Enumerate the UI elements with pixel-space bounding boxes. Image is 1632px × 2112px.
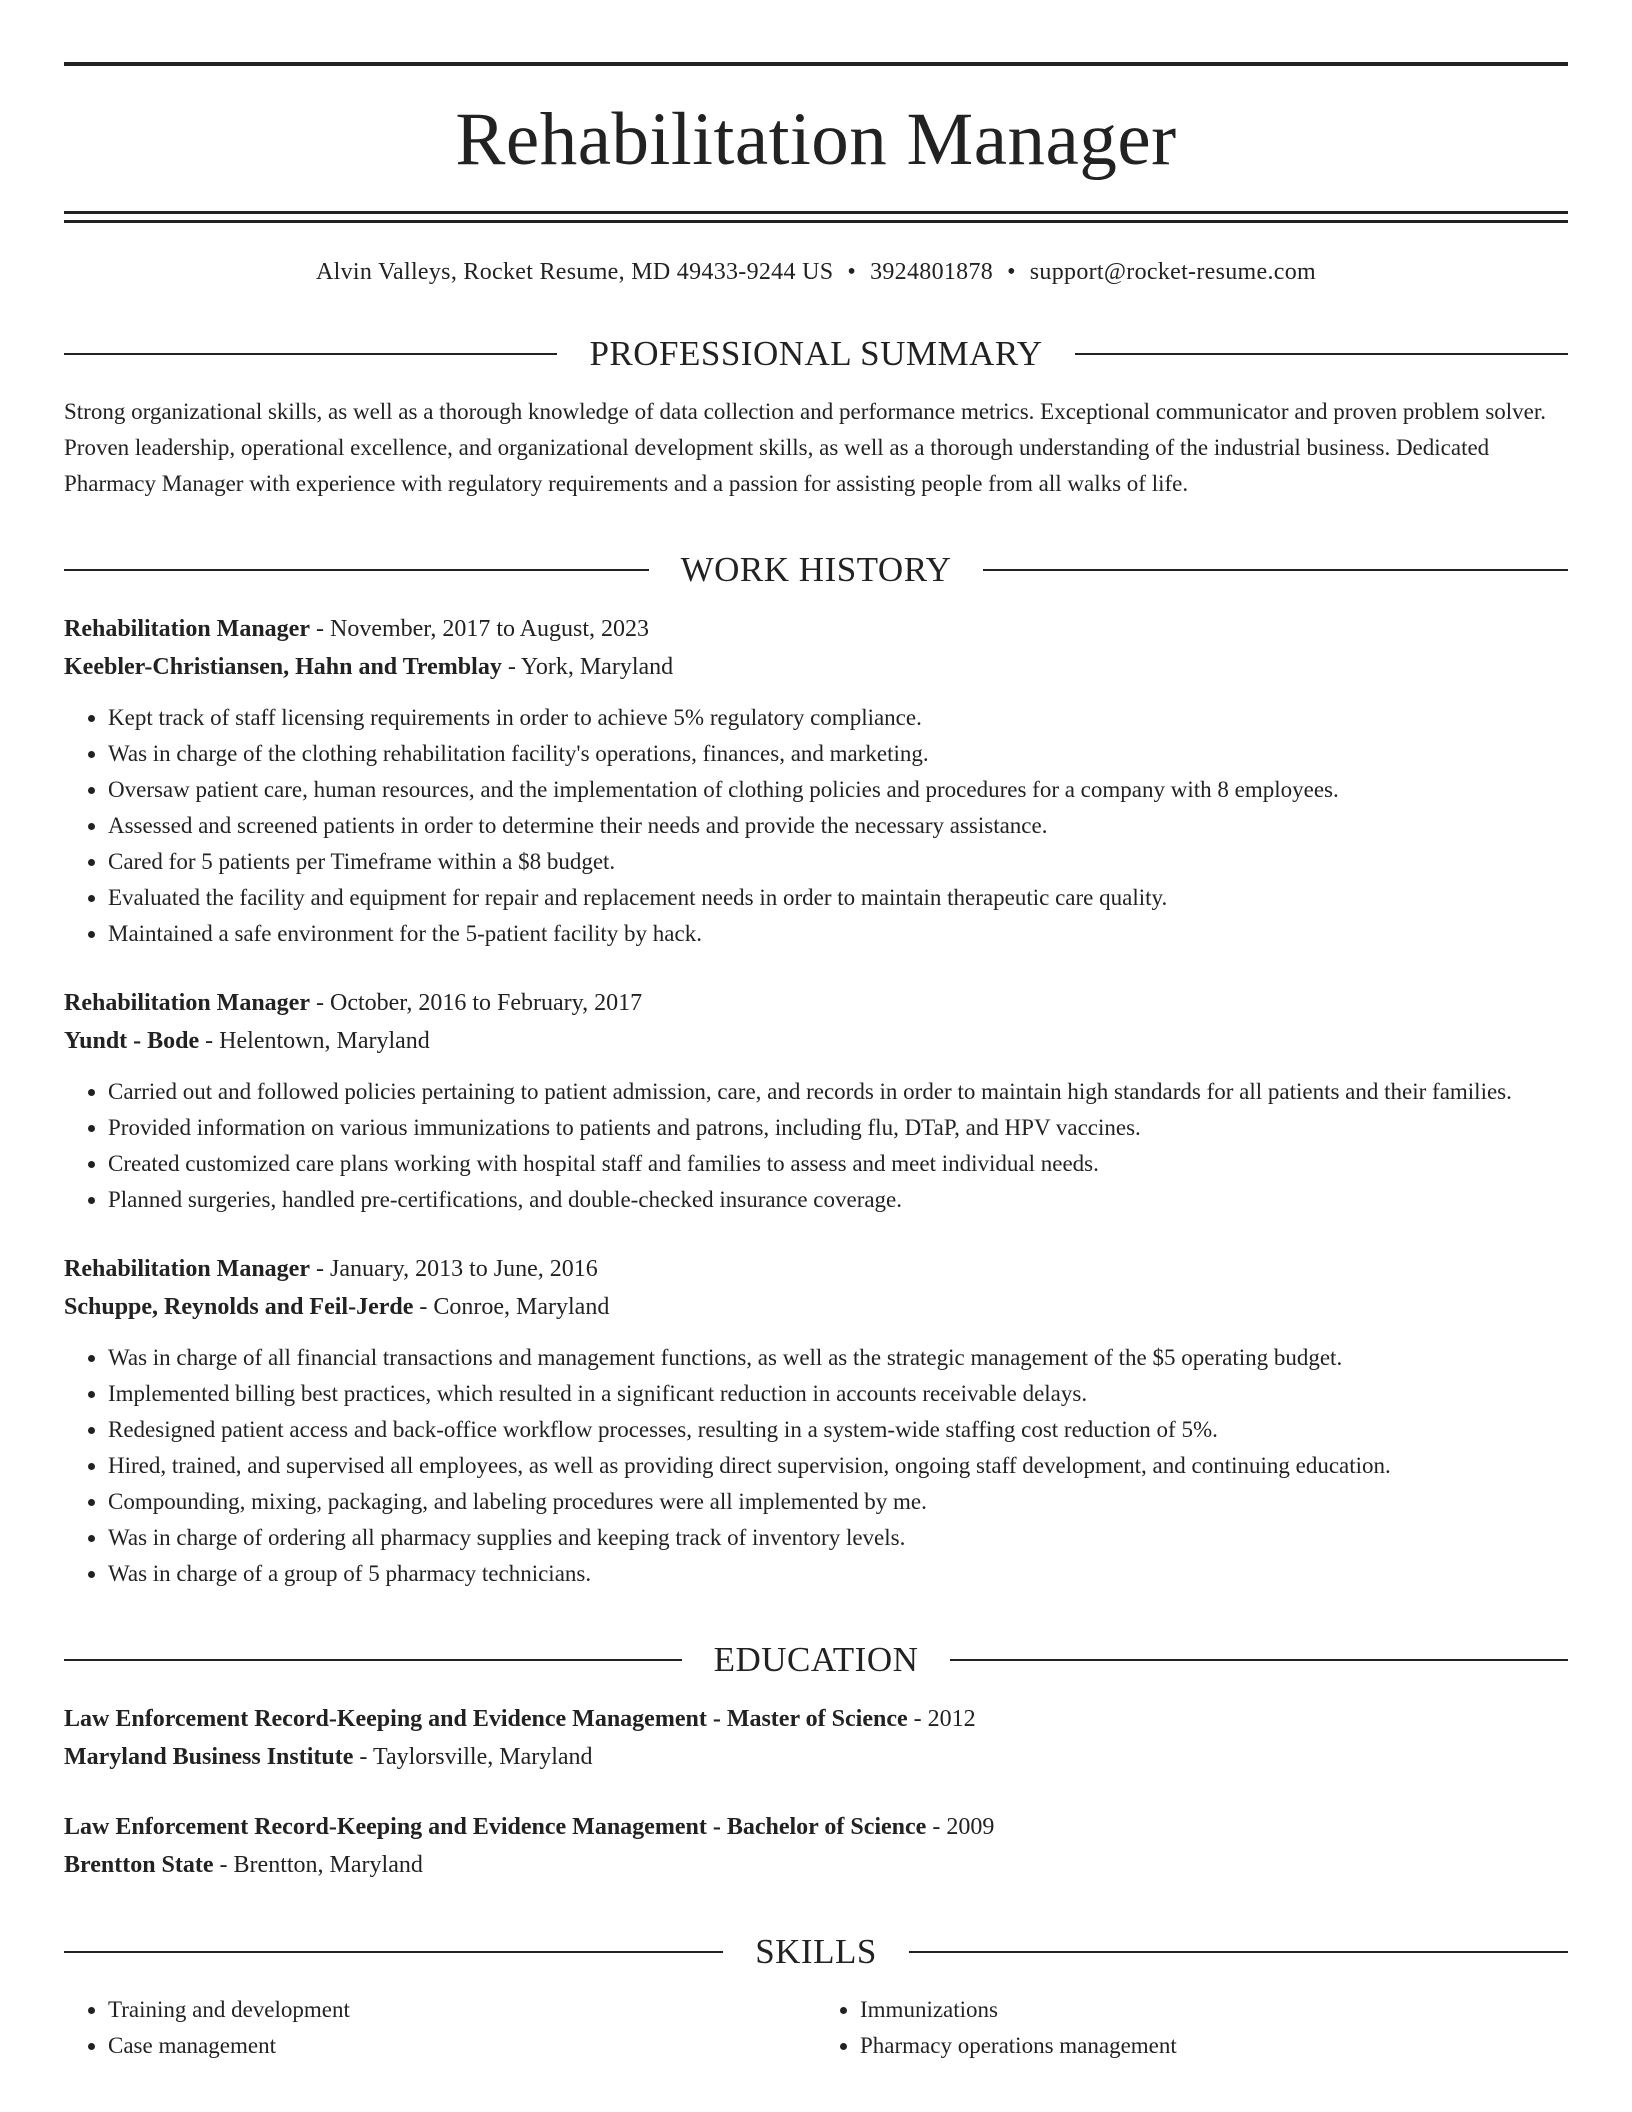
degree-year: 2009	[946, 1814, 995, 1840]
work-heading-text: WORK HISTORY	[680, 550, 952, 589]
contact-separator: •	[847, 259, 857, 285]
summary-heading	[64, 334, 1568, 374]
job-entry	[64, 610, 1568, 952]
job-bullet: • Provided information on various immunizations to patients and patrons, including flu, DTaP, and HPV vaccines.	[108, 1110, 1568, 1146]
job-bullet: • Was in charge of a group of 5 pharmacy technicians.	[108, 1556, 1568, 1592]
dash: -	[213, 1852, 234, 1878]
dash: -	[907, 1706, 928, 1732]
heading-rule-left	[64, 1659, 682, 1661]
education-heading-text: EDUCATION	[713, 1640, 919, 1679]
job-title: Rehabilitation Manager	[64, 616, 310, 642]
skill-item: • Immunizations	[860, 1992, 1568, 2028]
job-bullet: • Oversaw patient care, human resources, and the implementation of clothing policies and procedures for a company with 8 employees.	[108, 772, 1568, 808]
heading-rule-left	[64, 1951, 723, 1953]
school: Maryland Business Institute	[64, 1744, 354, 1770]
school-line	[64, 1846, 1568, 1884]
degree-line	[64, 1808, 1568, 1846]
title-double-rule	[64, 211, 1568, 223]
job-company: Keebler-Christiansen, Hahn and Tremblay	[64, 654, 502, 680]
degree-line	[64, 1700, 1568, 1738]
skills-columns	[64, 1992, 1568, 2064]
skills-heading-text: SKILLS	[755, 1932, 877, 1971]
heading-rule-right	[1075, 353, 1568, 355]
job-bullets	[64, 1340, 1568, 1592]
dash: -	[310, 616, 330, 642]
job-title: Rehabilitation Manager	[64, 1256, 310, 1282]
heading-rule-left	[64, 569, 649, 571]
school: Brentton State	[64, 1852, 214, 1878]
skill-item: • Case management	[108, 2028, 816, 2064]
job-bullets	[64, 700, 1568, 952]
job-bullet: • Carried out and followed policies pertaining to patient admission, care, and records in order to maintain high standards for all patients and their families.	[108, 1074, 1568, 1110]
job-company: Yundt - Bode	[64, 1028, 200, 1054]
job-bullet: • Was in charge of ordering all pharmacy supplies and keeping track of inventory levels.	[108, 1520, 1568, 1556]
job-dates: November, 2017 to August, 2023	[330, 616, 650, 642]
job-bullet: • Redesigned patient access and back-office workflow processes, resulting in a system-wide staffing cost reduction of 5%.	[108, 1412, 1568, 1448]
school-location: Taylorsville, Maryland	[372, 1744, 593, 1770]
job-company: Schuppe, Reynolds and Feil-Jerde	[64, 1294, 414, 1320]
heading-rule-left	[64, 353, 557, 355]
contact-phone: 3924801878	[870, 259, 994, 285]
dash: -	[310, 1256, 330, 1282]
job-bullet: • Evaluated the facility and equipment for repair and replacement needs in order to maintain therapeutic care quality.	[108, 880, 1568, 916]
job-location: Conroe, Maryland	[433, 1294, 610, 1320]
job-bullet: • Maintained a safe environment for the 5-patient facility by hack.	[108, 916, 1568, 952]
contact-email: support@rocket-resume.com	[1029, 259, 1316, 285]
heading-rule-right	[950, 1659, 1568, 1661]
job-company-line	[64, 648, 1568, 686]
education-entry	[64, 1808, 1568, 1884]
job-title: Rehabilitation Manager	[64, 990, 310, 1016]
job-location: York, Maryland	[520, 654, 674, 680]
job-bullet: • Was in charge of the clothing rehabilitation facility's operations, finances, and marketing.	[108, 736, 1568, 772]
resume-title: Rehabilitation Manager	[455, 98, 1177, 181]
dash: -	[310, 990, 330, 1016]
dash: -	[501, 654, 521, 680]
job-bullet: • Planned surgeries, handled pre-certifications, and double-checked insurance coverage.	[108, 1182, 1568, 1218]
job-title-line	[64, 610, 1568, 648]
heading-rule-right	[909, 1951, 1568, 1953]
job-bullet: • Kept track of staff licensing requirements in order to achieve 5% regulatory compliance.	[108, 700, 1568, 736]
contact-address: Alvin Valleys, Rocket Resume, MD 49433-9244 US	[316, 259, 834, 285]
skills-right-column	[816, 1992, 1568, 2064]
job-location: Helentown, Maryland	[219, 1028, 430, 1054]
job-title-line	[64, 1250, 1568, 1288]
education-heading	[64, 1640, 1568, 1680]
education-entry	[64, 1700, 1568, 1776]
job-company-line	[64, 1288, 1568, 1326]
job-bullet: • Assessed and screened patients in order to determine their needs and provide the necessary assistance.	[108, 808, 1568, 844]
dash: -	[413, 1294, 434, 1320]
degree-year: 2012	[927, 1706, 976, 1732]
skills-heading	[64, 1932, 1568, 1972]
dash: -	[353, 1744, 373, 1770]
job-bullet: • Was in charge of all financial transactions and management functions, as well as the strategic management of the $5 operating budget.	[108, 1340, 1568, 1376]
dash: -	[199, 1028, 220, 1054]
skills-left-column	[64, 1992, 816, 2064]
dash: -	[926, 1814, 947, 1840]
job-bullet: • Cared for 5 patients per Timeframe within a $8 budget.	[108, 844, 1568, 880]
job-dates: January, 2013 to June, 2016	[330, 1256, 598, 1282]
job-bullet: • Hired, trained, and supervised all employees, as well as providing direct supervision, ongoing staff development, and continuing education.	[108, 1448, 1568, 1484]
job-entry	[64, 984, 1568, 1218]
job-bullet: • Implemented billing best practices, which resulted in a significant reduction in accounts receivable delays.	[108, 1376, 1568, 1412]
degree: Law Enforcement Record-Keeping and Evidence Management - Bachelor of Science	[64, 1814, 927, 1840]
school-line	[64, 1738, 1568, 1776]
degree: Law Enforcement Record-Keeping and Evidence Management - Master of Science	[64, 1706, 908, 1732]
job-title-line	[64, 984, 1568, 1022]
skill-item: • Pharmacy operations management	[860, 2028, 1568, 2064]
summary-text: Strong organizational skills, as well as a thorough knowledge of data collection and performance metrics. Exceptional communicator and proven problem solver. Proven leadership, operational excellence, and organizational development skills, as well as a thorough understanding of the industrial business. Dedicated Pharmacy Manager with experience with regulatory requirements and a passion for assisting people from all walks of life.	[64, 399, 1547, 496]
job-dates: October, 2016 to February, 2017	[330, 990, 643, 1016]
heading-rule-right	[983, 569, 1568, 571]
contact-line	[64, 259, 1568, 286]
job-bullet: • Compounding, mixing, packaging, and labeling procedures were all implemented by me.	[108, 1484, 1568, 1520]
job-entry	[64, 1250, 1568, 1592]
top-rule	[64, 62, 1568, 66]
summary-heading-text: PROFESSIONAL SUMMARY	[589, 334, 1043, 373]
work-heading	[64, 550, 1568, 590]
job-company-line	[64, 1022, 1568, 1060]
job-bullet: • Created customized care plans working with hospital staff and families to assess and meet individual needs.	[108, 1146, 1568, 1182]
skill-item: • Training and development	[108, 1992, 816, 2028]
contact-separator: •	[1007, 259, 1016, 285]
school-location: Brentton, Maryland	[233, 1852, 423, 1878]
job-bullets	[64, 1074, 1568, 1218]
